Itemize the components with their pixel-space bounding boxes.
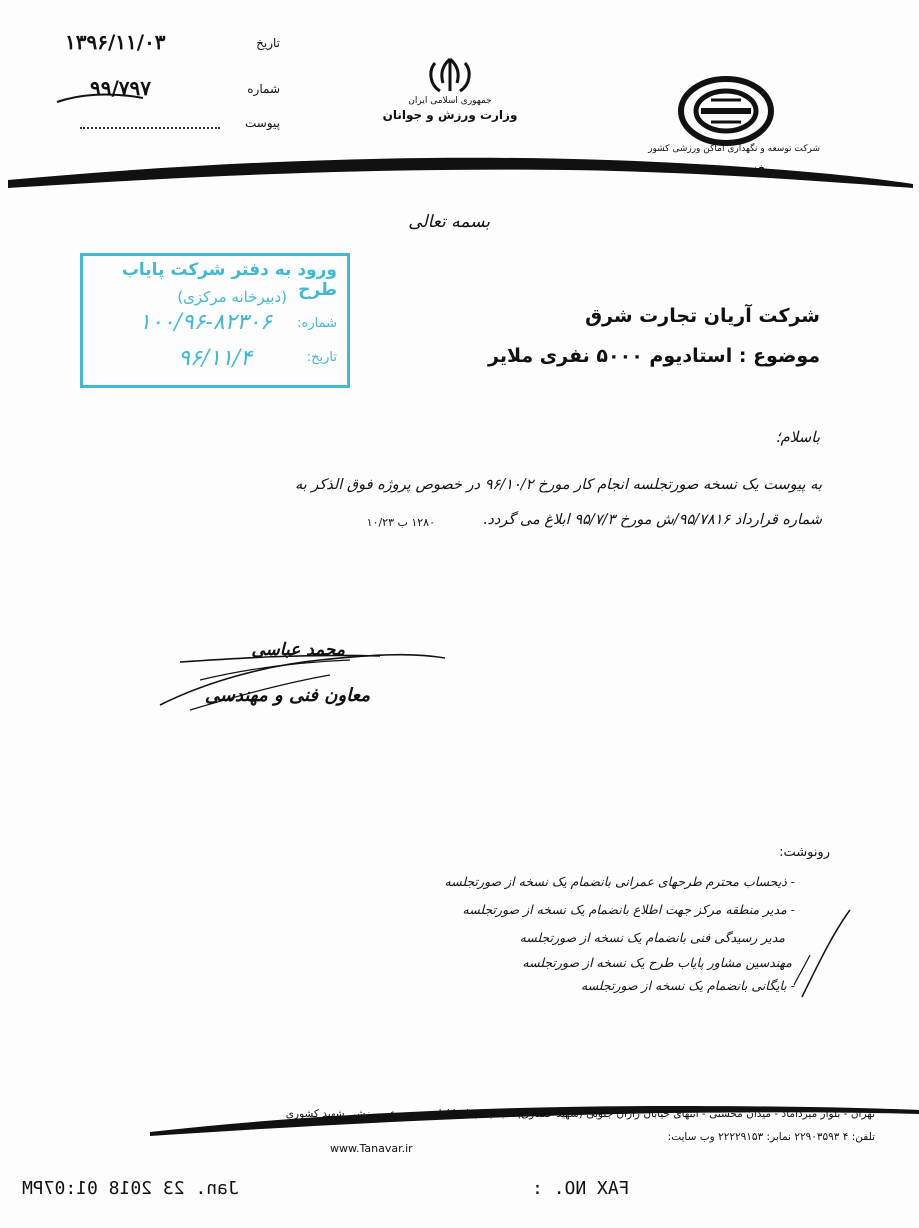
- ministry-line1: جمهوری اسلامی ایران: [408, 96, 492, 106]
- stamp-number-label: شماره:: [297, 316, 337, 331]
- basmala: بسمه تعالی: [408, 212, 490, 232]
- recipient: شرکت آریان تجارت شرق: [585, 305, 820, 327]
- number-scribble: [55, 88, 145, 108]
- cc-item: مدیر رسیدگی فنی بانضمام یک نسخه از صورتجلسه: [519, 930, 785, 945]
- footer-address: تهران - بلوار میرداماد - میدان محسنی - انتهای خیابان رازان جنوبی (شهید حصاری) - جنب میدان کاظمی-مجموعه ورزشی شهید کشوری: [285, 1108, 875, 1120]
- header-band: [8, 148, 913, 188]
- greeting: باسلام؛: [775, 428, 820, 446]
- cc-item: - مدیر منطقه مرکز جهت اطلاع بانضمام یک نسخه از صورتجلسه: [462, 902, 795, 917]
- subject: موضوع : استادیوم ۵۰۰۰ نفری ملایر: [488, 345, 820, 367]
- date-label: تاریخ: [256, 36, 280, 50]
- body-line1: به پیوست یک نسخه صورتجلسه انجام کار مورخ ۹۶/۱۰/۲ در خصوص پروژه فوق الذکر به: [294, 477, 822, 493]
- cc-item: مهندسین مشاور پایاب طرح یک نسخه از صورتجلسه: [522, 955, 792, 970]
- cc-bracket-mark: [790, 905, 860, 1005]
- stamp-date-label: تاریخ:: [306, 350, 337, 365]
- iran-emblem-icon: [410, 55, 490, 95]
- body-line2: شماره قرارداد ۹۵/۷۸۱۶/ش مورخ ۹۵/۷/۳ ابلاغ می گردد.: [482, 512, 822, 528]
- date-value: ۱۳۹۶/۱۱/۰۳: [65, 30, 166, 54]
- signer-title: معاون فنی و مهندسی: [204, 685, 370, 706]
- footer-website-link[interactable]: www.Tanavar.ir: [330, 1142, 413, 1155]
- cc-item: - ذیحساب محترم طرحهای عمرانی بانضمام یک نسخه از صورتجلسه: [444, 874, 795, 889]
- date-field: [55, 32, 280, 58]
- stamp-line1: ورود به دفتر شرکت پایاب طرح: [121, 260, 337, 300]
- company-logo-icon: [676, 76, 776, 146]
- body-note: ۱۲۸۰ ب ۱۰/۲۳: [366, 516, 435, 529]
- company-line1: شرکت توسعه و نگهداری اماکن ورزشی کشور: [648, 144, 820, 154]
- number-value: ۹۹/۷۹۷: [90, 76, 152, 100]
- stamp-number-value: ۱۰۰/۹۶-۸۲۳۰۶: [138, 310, 272, 335]
- stamp-date-value: ۹۶/۱۱/۴: [178, 346, 252, 371]
- attachment-field: [55, 112, 280, 138]
- attachment-label: پیوست: [245, 116, 280, 130]
- footer-phone: تلفن: ۴ ۲۲۹۰۳۵۹۳ نمابر: ۲۲۲۲۹۱۵۳ وب سایت:: [667, 1131, 875, 1143]
- ministry-line2: وزارت ورزش و جوانان: [382, 108, 518, 122]
- fax-number: FAX NO. :: [532, 1178, 630, 1199]
- signer-name: محمد عباسی: [251, 640, 345, 660]
- cc-title: رونوشت:: [779, 845, 830, 860]
- fax-date: Jan. 23 2018 01:07PM: [22, 1178, 239, 1199]
- received-stamp: [80, 253, 350, 388]
- stamp-line2: (دبیرخانه مرکزی): [177, 288, 287, 306]
- cc-item: - بایگانی بانضمام یک نسخه از صورتجلسه: [580, 978, 795, 993]
- number-label: شماره: [247, 82, 280, 96]
